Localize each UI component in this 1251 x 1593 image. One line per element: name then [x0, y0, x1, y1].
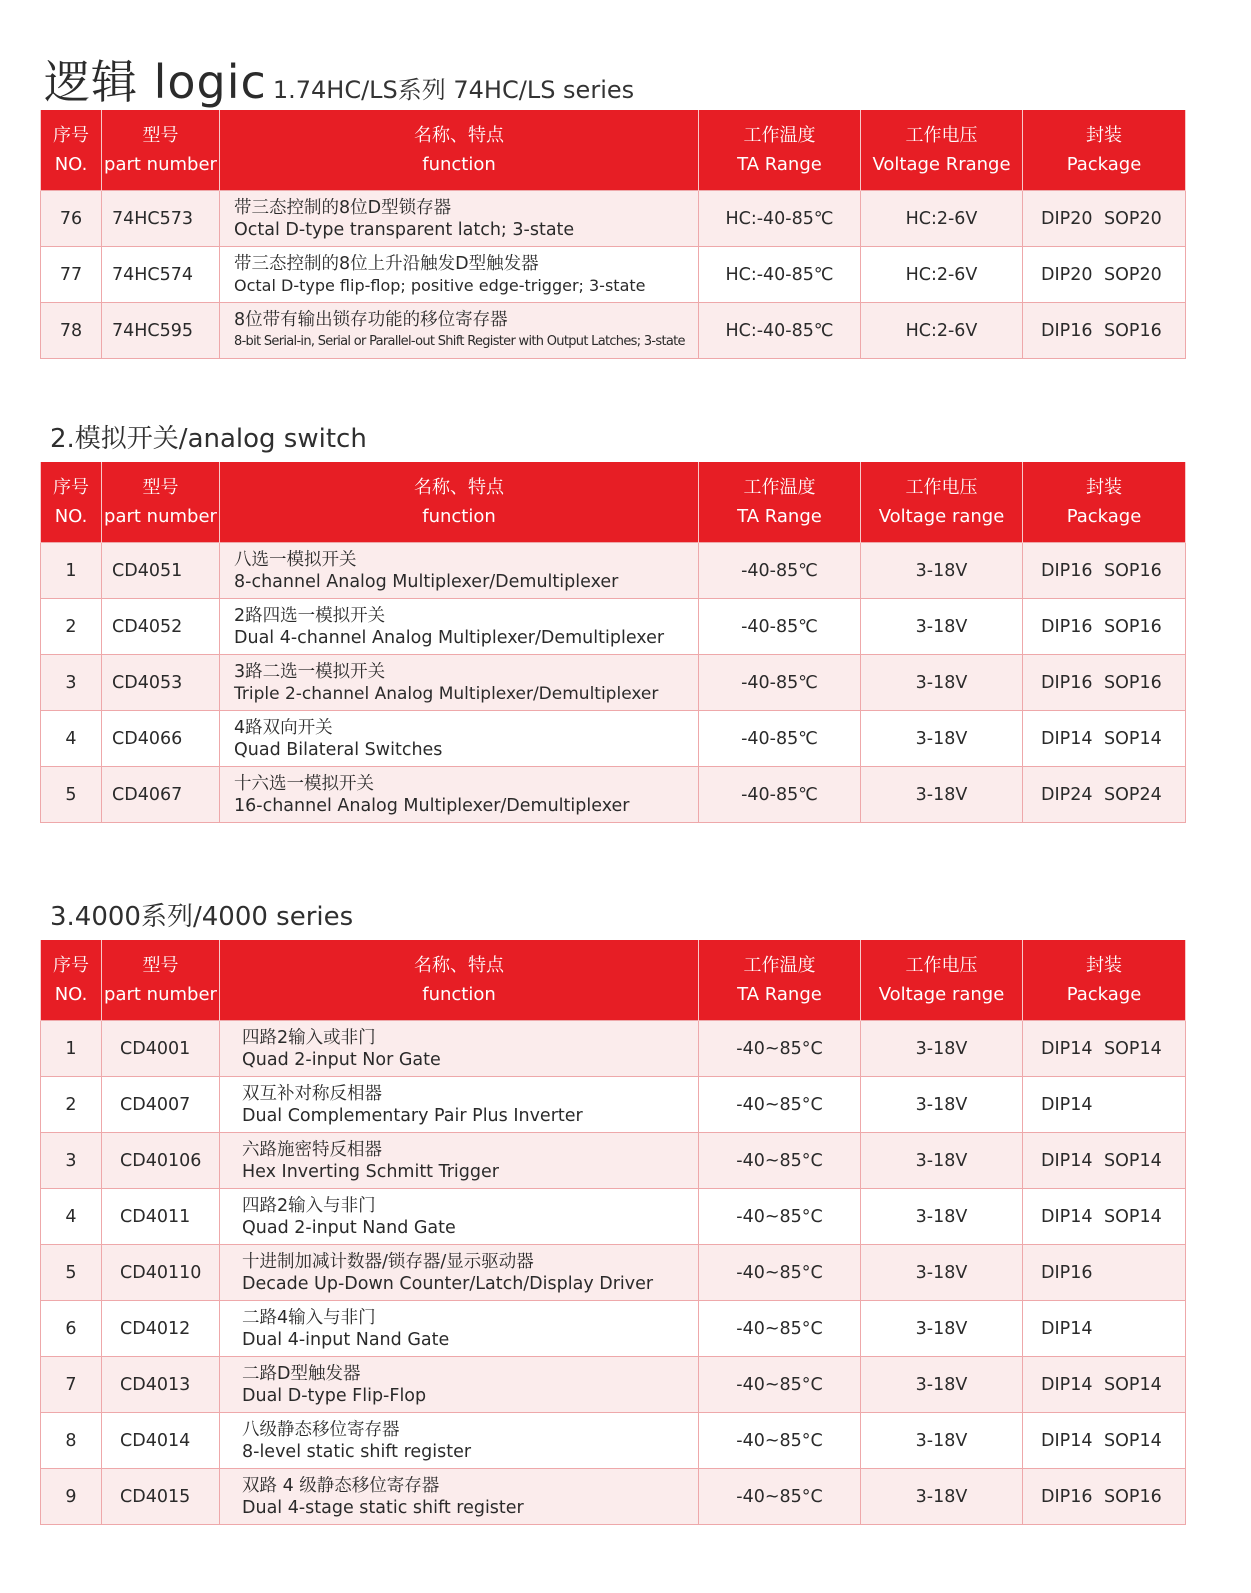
cell-package: DIP14	[1023, 1301, 1186, 1357]
header-function: 名称、特点 function	[220, 110, 699, 191]
cell-function	[220, 599, 699, 655]
cell-part-number: CD40106	[102, 1133, 220, 1189]
cell-function	[220, 767, 699, 823]
cell-voltage: 3-18V	[861, 655, 1023, 711]
cell-ta-range: HC:-40-85℃	[699, 191, 861, 247]
cell-package: DIP14 SOP14	[1023, 1189, 1186, 1245]
function-en: Quad 2-input Nor Gate	[242, 1049, 441, 1070]
cell-package: DIP14	[1023, 1077, 1186, 1133]
function-cn: 六路施密特反相器	[242, 1139, 382, 1160]
function-cn: 双路 4 级静态移位寄存器	[242, 1475, 440, 1496]
cell-voltage: 3-18V	[861, 1413, 1023, 1469]
page-title-series: 1.74HC/LS系列 74HC/LS series	[272, 76, 635, 104]
cell-part-number: 74HC574	[102, 247, 220, 303]
cell-ta-range: -40~85°C	[699, 1413, 861, 1469]
cell-ta-range: -40-85℃	[699, 711, 861, 767]
cell-no: 8	[41, 1413, 102, 1469]
cell-no: 77	[41, 247, 102, 303]
header-voltage: 工作电压 Voltage range	[861, 462, 1023, 543]
cell-ta-range: -40-85℃	[699, 767, 861, 823]
header-function: 名称、特点 function	[220, 940, 699, 1021]
cell-no: 2	[41, 1077, 102, 1133]
header-package: 封装 Package	[1023, 462, 1186, 543]
analog-switch-table	[40, 462, 1186, 823]
cell-ta-range: HC:-40-85℃	[699, 303, 861, 359]
header-ta-range: 工作温度 TA Range	[699, 110, 861, 191]
cell-function	[220, 1189, 699, 1245]
cell-no: 1	[41, 543, 102, 599]
cell-part-number: CD40110	[102, 1245, 220, 1301]
header-package: 封装 Package	[1023, 110, 1186, 191]
table-row	[41, 655, 1186, 711]
table-row	[41, 711, 1186, 767]
cell-part-number: CD4067	[102, 767, 220, 823]
cell-function	[220, 711, 699, 767]
cell-part-number: CD4013	[102, 1357, 220, 1413]
cell-package: DIP24 SOP24	[1023, 767, 1186, 823]
cell-package: DIP14 SOP14	[1023, 1133, 1186, 1189]
table-row	[41, 303, 1186, 359]
cell-no: 2	[41, 599, 102, 655]
table-row	[41, 1245, 1186, 1301]
table-header-row	[41, 110, 1186, 191]
cell-part-number: CD4012	[102, 1301, 220, 1357]
table-row	[41, 191, 1186, 247]
table-row	[41, 1301, 1186, 1357]
cell-part-number: CD4011	[102, 1189, 220, 1245]
header-no: 序号 NO.	[41, 110, 102, 191]
cell-voltage: 3-18V	[861, 1077, 1023, 1133]
cell-voltage: 3-18V	[861, 1245, 1023, 1301]
cell-no: 7	[41, 1357, 102, 1413]
function-en: Dual 4-input Nand Gate	[242, 1329, 450, 1350]
cell-part-number: CD4053	[102, 655, 220, 711]
cell-package: DIP16 SOP16	[1023, 599, 1186, 655]
cell-function	[220, 543, 699, 599]
cell-no: 4	[41, 1189, 102, 1245]
cell-function	[220, 1469, 699, 1525]
cell-package: DIP16	[1023, 1245, 1186, 1301]
function-cn: 带三态控制的8位上升沿触发D型触发器	[234, 253, 539, 274]
cell-package: DIP16 SOP16	[1023, 303, 1186, 359]
cell-function	[220, 1133, 699, 1189]
cell-function	[220, 191, 699, 247]
cell-function	[220, 1413, 699, 1469]
cell-package: DIP14 SOP14	[1023, 1021, 1186, 1077]
function-en: Quad 2-input Nand Gate	[242, 1217, 456, 1238]
function-cn: 四路2输入与非门	[242, 1195, 376, 1216]
table-row	[41, 1413, 1186, 1469]
section-title-analog-switch: 2.模拟开关/analog switch	[50, 424, 367, 454]
function-cn: 十进制加减计数器/锁存器/显示驱动器	[242, 1251, 534, 1272]
cell-voltage: HC:2-6V	[861, 247, 1023, 303]
cell-part-number: CD4052	[102, 599, 220, 655]
table-header-row	[41, 462, 1186, 543]
cell-function	[220, 1301, 699, 1357]
header-voltage: 工作电压 Voltage Rrange	[861, 110, 1023, 191]
function-cn: 二路D型触发器	[242, 1363, 361, 1384]
cell-package: DIP14 SOP14	[1023, 1413, 1186, 1469]
cell-voltage: 3-18V	[861, 1357, 1023, 1413]
header-part-number: 型号 part number	[102, 462, 220, 543]
cell-ta-range: -40~85°C	[699, 1189, 861, 1245]
cell-no: 78	[41, 303, 102, 359]
cell-voltage: 3-18V	[861, 599, 1023, 655]
cell-ta-range: -40~85°C	[699, 1245, 861, 1301]
cell-ta-range: -40~85°C	[699, 1021, 861, 1077]
cell-voltage: 3-18V	[861, 1301, 1023, 1357]
header-no: 序号 NO.	[41, 940, 102, 1021]
header-voltage: 工作电压 Voltage range	[861, 940, 1023, 1021]
cell-voltage: 3-18V	[861, 1189, 1023, 1245]
cell-function	[220, 1021, 699, 1077]
cell-ta-range: -40~85°C	[699, 1133, 861, 1189]
cell-voltage: 3-18V	[861, 711, 1023, 767]
cell-voltage: 3-18V	[861, 1133, 1023, 1189]
cell-package: DIP16 SOP16	[1023, 655, 1186, 711]
cell-ta-range: -40~85°C	[699, 1469, 861, 1525]
table-row	[41, 599, 1186, 655]
cell-ta-range: -40-85℃	[699, 543, 861, 599]
cell-function	[220, 247, 699, 303]
cell-voltage: HC:2-6V	[861, 191, 1023, 247]
function-en: Quad Bilateral Switches	[234, 739, 443, 760]
cell-function	[220, 1077, 699, 1133]
table-row	[41, 767, 1186, 823]
table-row	[41, 1021, 1186, 1077]
cell-function	[220, 303, 699, 359]
cell-part-number: CD4007	[102, 1077, 220, 1133]
cell-ta-range: -40~85°C	[699, 1077, 861, 1133]
cell-no: 3	[41, 1133, 102, 1189]
cell-ta-range: -40~85°C	[699, 1357, 861, 1413]
cell-voltage: HC:2-6V	[861, 303, 1023, 359]
function-en: 16-channel Analog Multiplexer/Demultiplexer	[234, 795, 630, 816]
function-en: Dual Complementary Pair Plus Inverter	[242, 1105, 583, 1126]
cell-no: 4	[41, 711, 102, 767]
cell-ta-range: -40-85℃	[699, 599, 861, 655]
header-function: 名称、特点 function	[220, 462, 699, 543]
table-row	[41, 543, 1186, 599]
cell-part-number: CD4014	[102, 1413, 220, 1469]
cell-no: 9	[41, 1469, 102, 1525]
section-title-4000-series: 3.4000系列/4000 series	[50, 902, 354, 932]
function-cn: 八级静态移位寄存器	[242, 1419, 400, 1440]
cell-voltage: 3-18V	[861, 1021, 1023, 1077]
table-row	[41, 1189, 1186, 1245]
cell-package: DIP20 SOP20	[1023, 247, 1186, 303]
cell-no: 6	[41, 1301, 102, 1357]
cell-no: 3	[41, 655, 102, 711]
function-en: Triple 2-channel Analog Multiplexer/Demultiplexer	[234, 683, 659, 704]
cell-part-number: 74HC573	[102, 191, 220, 247]
header-part-number: 型号 part number	[102, 940, 220, 1021]
function-cn: 十六选一模拟开关	[234, 773, 374, 794]
cell-voltage: 3-18V	[861, 1469, 1023, 1525]
function-en: Dual 4-channel Analog Multiplexer/Demultiplexer	[234, 627, 665, 648]
function-en: Dual D-type Flip-Flop	[242, 1385, 427, 1406]
cell-package: DIP14 SOP14	[1023, 711, 1186, 767]
function-cn: 四路2输入或非门	[242, 1027, 376, 1048]
cell-package: DIP16 SOP16	[1023, 543, 1186, 599]
function-cn: 双互补对称反相器	[242, 1083, 382, 1104]
cell-package: DIP20 SOP20	[1023, 191, 1186, 247]
function-cn: 二路4输入与非门	[242, 1307, 376, 1328]
function-en: Decade Up-Down Counter/Latch/Display Driver	[242, 1273, 654, 1294]
function-cn: 八选一模拟开关	[234, 549, 357, 570]
page-title-main: 逻辑 logic	[44, 55, 267, 109]
cell-package: DIP16 SOP16	[1023, 1469, 1186, 1525]
function-cn: 8位带有输出锁存功能的移位寄存器	[234, 309, 508, 330]
cell-part-number: CD4051	[102, 543, 220, 599]
table-row	[41, 1469, 1186, 1525]
table-row	[41, 1077, 1186, 1133]
cell-part-number: 74HC595	[102, 303, 220, 359]
cell-voltage: 3-18V	[861, 543, 1023, 599]
function-cn: 带三态控制的8位D型锁存器	[234, 197, 452, 218]
function-en: 8-bit Serial-in, Serial or Parallel-out Shift Register with Output Latches; 3-state	[234, 333, 685, 349]
function-en: 8-channel Analog Multiplexer/Demultiplexer	[234, 571, 619, 592]
function-en: Octal D-type transparent latch; 3-state	[234, 219, 575, 240]
cell-ta-range: -40-85℃	[699, 655, 861, 711]
header-no: 序号 NO.	[41, 462, 102, 543]
function-en: Hex Inverting Schmitt Trigger	[242, 1161, 499, 1182]
page-title	[44, 46, 635, 109]
cell-part-number: CD4066	[102, 711, 220, 767]
cell-no: 5	[41, 1245, 102, 1301]
series-4000-table	[40, 940, 1186, 1525]
cell-part-number: CD4015	[102, 1469, 220, 1525]
header-ta-range: 工作温度 TA Range	[699, 462, 861, 543]
cell-no: 76	[41, 191, 102, 247]
cell-ta-range: -40~85°C	[699, 1301, 861, 1357]
function-cn: 4路双向开关	[234, 717, 333, 738]
cell-no: 5	[41, 767, 102, 823]
cell-function	[220, 1245, 699, 1301]
cell-function	[220, 655, 699, 711]
cell-part-number: CD4001	[102, 1021, 220, 1077]
cell-ta-range: HC:-40-85℃	[699, 247, 861, 303]
header-ta-range: 工作温度 TA Range	[699, 940, 861, 1021]
function-en: 8-level static shift register	[242, 1441, 472, 1462]
table-header-row	[41, 940, 1186, 1021]
logic-74hc-table	[40, 110, 1186, 359]
table-row	[41, 247, 1186, 303]
cell-no: 1	[41, 1021, 102, 1077]
function-cn: 2路四选一模拟开关	[234, 605, 386, 626]
header-package: 封装 Package	[1023, 940, 1186, 1021]
cell-function	[220, 1357, 699, 1413]
function-en: Dual 4-stage static shift register	[242, 1497, 524, 1518]
table-row	[41, 1133, 1186, 1189]
cell-voltage: 3-18V	[861, 767, 1023, 823]
header-part-number: 型号 part number	[102, 110, 220, 191]
table-row	[41, 1357, 1186, 1413]
function-cn: 3路二选一模拟开关	[234, 661, 386, 682]
cell-package: DIP14 SOP14	[1023, 1357, 1186, 1413]
function-en: Octal D-type flip-flop; positive edge-trigger; 3-state	[234, 275, 646, 295]
